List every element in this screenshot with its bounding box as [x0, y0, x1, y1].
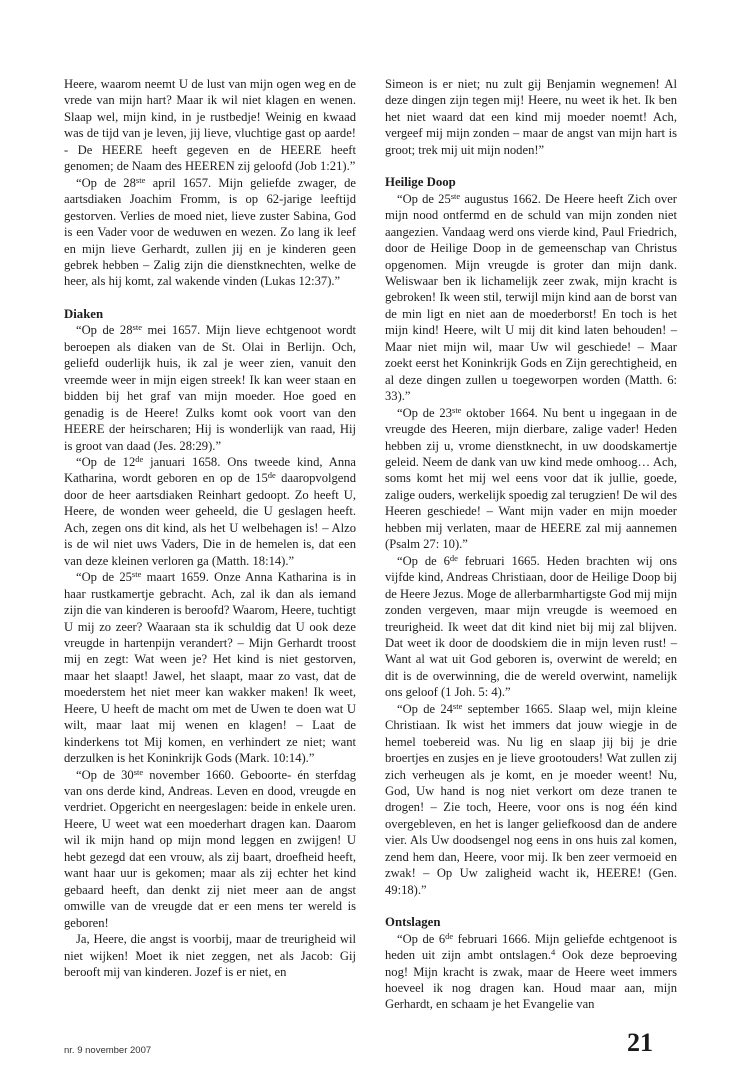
paragraph: “Op de 23ste oktober 1664. Nu bent u ingegaan in de vreugde des Heeren, mijn dierbare, zalige vader! Heden hebben zij u, vrome dienstknecht, in uw doodskamertje geleid. Neem de dank van uw kind mede omhoog… Ach, soms komt het mij wel eens voor dat ik jullie, goede, zalige ouders, werkelijk spoedig zal terugzien! De wil des Heeren geschiede! – Want mijn vader en mijn moeder hebben mij verlaten, maar de HEERE zal mij aannemen (Psalm 27: 10).” — [385, 404, 677, 552]
paragraph: “Op de 24ste september 1665. Slaap wel, mijn kleine Christiaan. Ik wist het immers dat jouw wiegje in de hemel toebereid was. Nu lig en slaap jij bij je drie broertjes en zusjes en je lieve grootouders! Wat zullen zij zich verheugen als je komt, en je moeder weent! Nu, God, Uw hand is nog niet verkort om deze tranen te drogen! – Zie toch, Heere, voor ons is nog één kind overgebleven, en het is langer geliefkoosd dan de andere vier. Als Uw doodsengel nog eens in ons huis zal komen, zend hem dan, Heere, voor mij. Ik ben zeer vermoeid en zwak! – Op Uw zaligheid wacht ik, HEERE! (Gen. 49:18).” — [385, 700, 677, 897]
left-column — [64, 76, 356, 980]
paragraph: Simeon is er niet; nu zult gij Benjamin wegnemen! Al deze dingen zijn tegen mij! Heere, nu weet ik het. Ik ben het niet waard dat een kind mij moeder noemt! Ach, vergeef mij mijn zonden – maar de angst van mijn hart is groot; trek mij uit mijn noden!” — [385, 77, 677, 157]
section-heading-ontslagen: Ontslagen — [385, 915, 441, 930]
issue-footer: nr. 9 november 2007 — [64, 1045, 152, 1056]
paragraph: “Op de 28ste mei 1657. Mijn lieve echtgenoot wordt beroepen als diaken van de St. Olai in Berlijn. Och, geliefd ouderlijk huis, ik zal je weer zien, vanuit den vreemde weer in mijn eigen streek! Ik kan weer staan en bidden bij het graf van mijn moeder. Hoe goed en genadig is de Heere! Zulks komt ook voort van den HEERE der heirscharen; Hij is wonderlijk van raad, Hij is groot van daad (Jes. 28:29).” — [64, 322, 356, 453]
paragraph: “Op de 6de februari 1666. Mijn geliefde echtgenoot is heden uit zijn ambt ontslagen.$^4$ Ook deze beproeving nog! Mijn kracht is zwak, maar de Heere weet immers hoeveel ik nog dragen kan. Houd maar aan, mijn Gerhardt, en schaam je het Evangelie van — [385, 930, 678, 1012]
section-heading-diaken: Diaken — [64, 306, 104, 321]
paragraph: “Op de 30ste november 1660. Geboorte- én sterfdag van ons derde kind, Andreas. Leven en dood, vreugde en verdriet. Opgericht en neergeslagen: beide in enkele uren. Heere, U weet wat een moederhart dragen kan. Daarom wil ik mijn hand op mijn mond leggen en zwijgen! U hebt gezegd dat een vrouw, als zij baart, droefheid heeft, want haar uur is gekomen; maar als zij echter het kind gebaard heeft, dan denkt zij niet meer aan de angst omwille van de vreugde dat er een mens ter wereld is geboren! — [64, 766, 356, 930]
paragraph: “Op de 28ste april 1657. Mijn geliefde zwager, de aartsdiaken Joachim Fromm, is op 62-jarige leeftijd gestorven. Verlies de moed niet, lieve zuster Sabina, God is een Vader voor de weduwen en wezen. Zo lang ik leef en mijn lieve Gerhardt, zullen jij en je kinderen geen gebrek hebben – Zalig zijn die dienstknechten, welke de heer, als hij komt, zal wakende vinden (Lukas 12:37).” — [64, 174, 356, 289]
paragraph: Ja, Heere, die angst is voorbij, maar de treurigheid wil niet wijken! Moet ik niet zeggen, net als Jacob: Gij berooft mij van kinderen. Jozef is er niet, en — [64, 932, 356, 980]
right-column — [385, 76, 677, 1013]
paragraph: Heere, waarom neemt U de lust van mijn ogen weg en de vrede van mijn hart? Maar ik wil niet klagen en wenen. Slaap wel, mijn kind, in je rustbedje! Weinig en kwaad was de tijd van je leven, jij lieve, vluchtige gast op aarde! - De HEERE heeft gegeven en de HEERE heeft genomen; de Naam des HEEREN zij geloofd (Job 1:21).” — [64, 77, 356, 174]
paragraph: “Op de 25ste maart 1659. Onze Anna Katharina is in haar rustkamertje gebracht. Ach, zal ik dan als iemand zijn die van kinderen is beroofd? Waarom, Heere, tuchtigt U mij zo zeer? Waaraan sta ik schuldig dat U ook deze vreugde in hartenpijn verandert? – Mijn Gerhardt troost mij en zegt: Wat ween je? Het kind is niet gestorven, maar het slaapt! Jawel, het slaapt, maar zo vast, dat de moederstem het niet meer kan wakker maken! Ik weet, Heere, U heeft de macht om met de Uwen te doen wat U wilt, maar laat mij wenen en klagen! – Laat de kinderkens tot Mij komen, en verhindert ze niet; want derzulken is het Koninkrijk Gods (Mark. 10:14).” — [64, 569, 356, 766]
footnote-marker: 4 — [550, 947, 556, 958]
section-heading-heilige-doop: Heilige Doop — [385, 175, 456, 190]
page-number: 21 — [627, 1028, 653, 1057]
paragraph: “Op de 6de februari 1665. Heden brachten wij ons vijfde kind, Andreas Christiaan, door de Heilige Doop bij de Heere Jezus. Moge de allerbarmhartigste God mij mijn zonden vergeven, maar mijn vreugde is weemoed en treurigheid. Ik weet dat dit kind niet bij mij zal blijven. Dat weet ik door de doodskiem die in mijn leven rust! – Want al wat uit God geboren is, overwint de wereld; en dit is de overwinning, die de wereld overwint, namelijk ons geloof (1 Joh. 5: 4).” — [385, 552, 678, 700]
paragraph: “Op de 12de januari 1658. Ons tweede kind, Anna Katharina, wordt geboren en op de 15de daaropvolgend door de heer aartsdiaken Reinhart gedoopt. Zo heeft U, Heere, de wonden weer geheeld, die U geslagen heeft. Ach, zegen ons dit kind, als het U welbehagen is! – Alzo is de wil niet uws Vaders, Die in de hemelen is, dat een van deze kleinen verloren ga (Matth. 18:14).” — [64, 453, 356, 568]
paragraph: “Op de 25ste augustus 1662. De Heere heeft Zich over mijn nood ontfermd en de schuld van mijn zonden niet aangezien. Vandaag werd ons vierde kind, Paul Friedrich, door de Heilige Doop in de gemeenschap van Christus opgenomen. Mijn vreugde is groter dan mijn dank. Weliswaar ben ik lichamelijk zeer zwak, mijn kracht is gebroken! Ik ween stil, terwijl mijn kind aan de borst van de min ligt en niet aan de moederborst! En toch is het mijn kind! Heere, wilt U mij dit kind laten behouden! – Maar niet mijn wil, maar Uw wil geschiede! – Maar zoekt eerst het Koninkrijk Gods en Zijn gerechtigheid, en al deze dingen zullen u toegeworpen worden (Matth. 6: 33).” — [385, 190, 677, 404]
